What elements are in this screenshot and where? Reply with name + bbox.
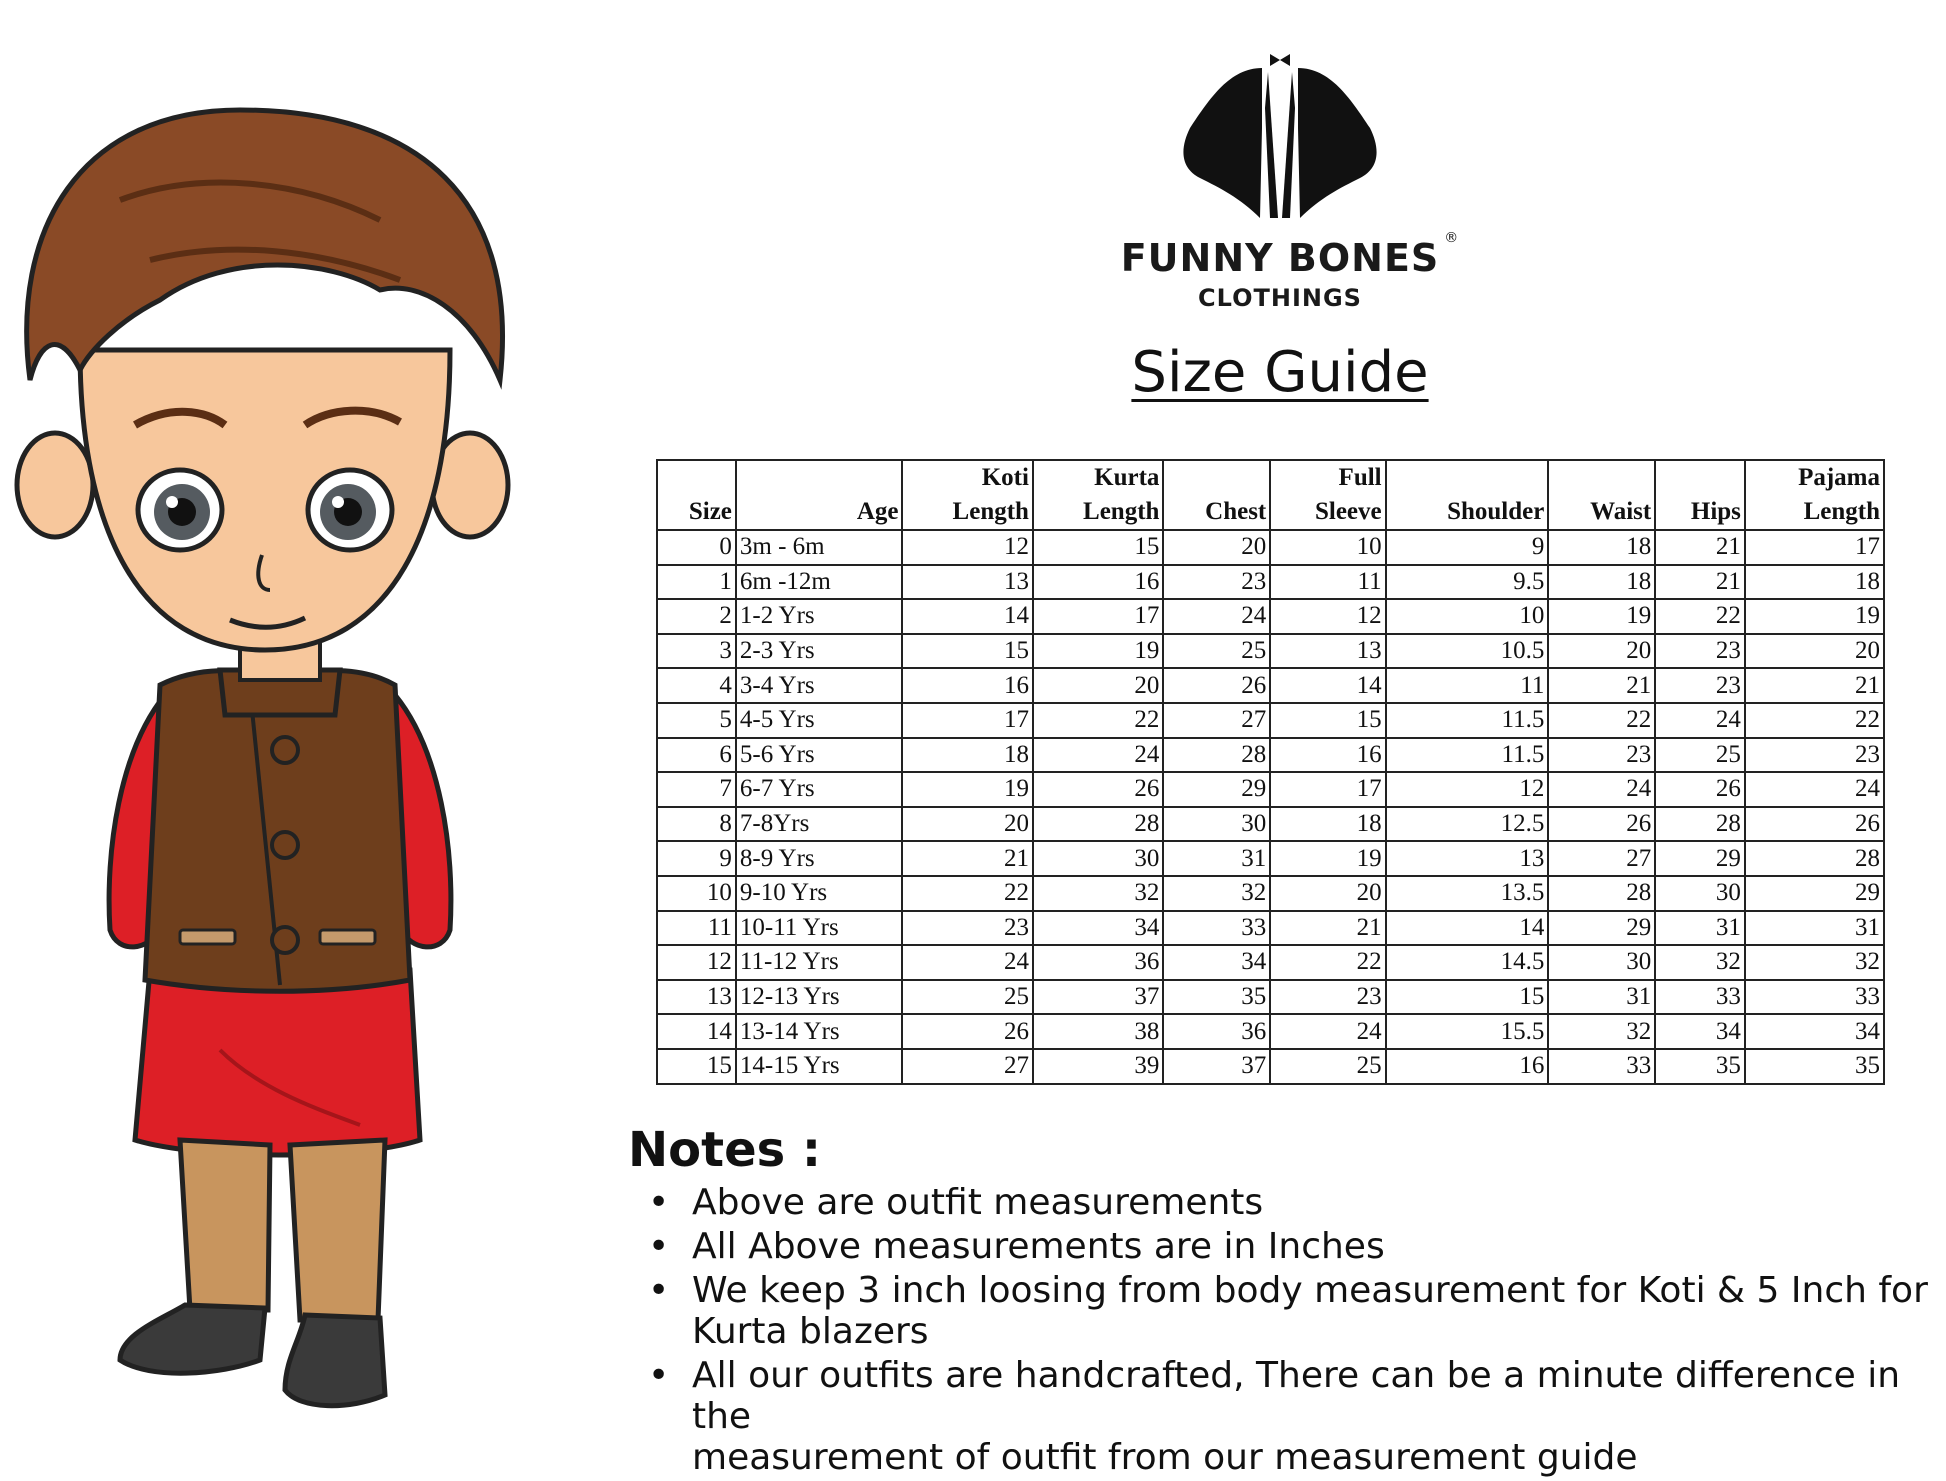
table-cell: 35 [1163,980,1270,1015]
table-cell: 0 [657,530,736,565]
table-cell: 13 [1270,634,1385,669]
table-cell: 31 [1548,980,1655,1015]
table-cell: 15 [1033,530,1163,565]
table-cell: 36 [1033,945,1163,980]
table-cell: 19 [1033,634,1163,669]
table-cell: 30 [1655,876,1745,911]
table-cell: 26 [902,1014,1032,1049]
column-header [1745,460,1884,530]
table-cell: 20 [902,807,1032,842]
table-cell: 27 [1548,841,1655,876]
table-row [657,634,1884,669]
table-row [657,599,1884,634]
table-cell: 24 [1655,703,1745,738]
table-cell: 11-12 Yrs [736,945,903,980]
table-cell: 13 [902,565,1032,600]
table-cell: 26 [1655,772,1745,807]
table-cell: 13.5 [1386,876,1549,911]
table-cell: 11.5 [1386,703,1549,738]
table-cell: 30 [1548,945,1655,980]
table-row [657,738,1884,773]
table-cell: 9.5 [1386,565,1549,600]
table-cell: 26 [1548,807,1655,842]
table-cell: 12.5 [1386,807,1549,842]
table-cell: 37 [1163,1049,1270,1084]
table-cell: 4-5 Yrs [736,703,903,738]
table-cell: 1-2 Yrs [736,599,903,634]
table-cell: 15 [1270,703,1385,738]
table-cell: 12 [902,530,1032,565]
table-cell: 26 [1163,668,1270,703]
table-cell: 20 [1745,634,1884,669]
column-header-line: Kurta [1094,464,1160,491]
table-cell: 26 [1745,807,1884,842]
column-header-line: Length [952,498,1029,525]
table-cell: 11 [1386,668,1549,703]
table-cell: 22 [1548,703,1655,738]
table-cell: 24 [902,945,1032,980]
table-cell: 34 [1163,945,1270,980]
table-cell: 13 [657,980,736,1015]
column-header-line: Length [1803,498,1880,525]
table-cell: 20 [1270,876,1385,911]
table-cell: 23 [1655,634,1745,669]
table-cell: 15 [1386,980,1549,1015]
table-row [657,565,1884,600]
table-cell: 21 [1270,911,1385,946]
table-row [657,772,1884,807]
table-cell: 8 [657,807,736,842]
table-cell: 29 [1163,772,1270,807]
table-cell: 12 [657,945,736,980]
column-header-line: Age [856,498,899,525]
registered-mark: ® [1444,230,1460,246]
table-row [657,911,1884,946]
table-cell: 28 [1163,738,1270,773]
table-cell: 14 [1270,668,1385,703]
table-cell: 9 [1386,530,1549,565]
table-cell: 25 [1163,634,1270,669]
table-cell: 21 [902,841,1032,876]
table-cell: 27 [902,1049,1032,1084]
column-header-line: Shoulder [1447,498,1545,525]
column-header [1386,460,1549,530]
table-cell: 8-9 Yrs [736,841,903,876]
table-cell: 29 [1655,841,1745,876]
table-cell: 10 [1386,599,1549,634]
table-cell: 23 [1163,565,1270,600]
bullet-icon: • [648,1226,670,1267]
table-cell: 21 [1548,668,1655,703]
table-cell: 31 [1745,911,1884,946]
table-cell: 11 [657,911,736,946]
table-cell: 14-15 Yrs [736,1049,903,1084]
table-row [657,703,1884,738]
note-item [640,1226,1940,1267]
table-cell: 19 [1548,599,1655,634]
table-cell: 2-3 Yrs [736,634,903,669]
notes-list [640,1182,1940,1481]
table-cell: 19 [902,772,1032,807]
table-cell: 9 [657,841,736,876]
table-cell: 21 [1745,668,1884,703]
table-cell: 3-4 Yrs [736,668,903,703]
table-cell: 24 [1033,738,1163,773]
note-text: We keep 3 inch loosing from body measurement for Koti & 5 Inch for Kurta blazers [692,1270,1928,1352]
table-cell: 14 [1386,911,1549,946]
table-cell: 10-11 Yrs [736,911,903,946]
table-cell: 10 [657,876,736,911]
table-row [657,876,1884,911]
table-cell: 6 [657,738,736,773]
table-cell: 29 [1745,876,1884,911]
column-header-line: Full [1338,464,1382,491]
table-cell: 17 [902,703,1032,738]
table-cell: 14 [902,599,1032,634]
table-cell: 24 [1745,772,1884,807]
table-cell: 18 [1548,565,1655,600]
table-cell: 23 [1745,738,1884,773]
column-header [1033,460,1163,530]
table-cell: 16 [1270,738,1385,773]
table-cell: 23 [1655,668,1745,703]
table-cell: 30 [1163,807,1270,842]
table-cell: 17 [1270,772,1385,807]
size-table-body [657,530,1884,1084]
note-item [640,1270,1940,1352]
table-cell: 32 [1655,945,1745,980]
page-title: Size Guide [1131,340,1429,405]
table-cell: 28 [1033,807,1163,842]
table-cell: 31 [1163,841,1270,876]
table-cell: 22 [1270,945,1385,980]
column-header [1270,460,1385,530]
table-cell: 21 [1655,565,1745,600]
column-header [902,460,1032,530]
table-cell: 32 [1548,1014,1655,1049]
table-cell: 18 [1745,565,1884,600]
table-cell: 14 [657,1014,736,1049]
table-cell: 24 [1548,772,1655,807]
size-table-header-row [657,460,1884,530]
table-cell: 13-14 Yrs [736,1014,903,1049]
table-cell: 23 [1270,980,1385,1015]
table-cell: 23 [902,911,1032,946]
table-cell: 15.5 [1386,1014,1549,1049]
table-cell: 27 [1163,703,1270,738]
column-header [657,460,736,530]
table-cell: 25 [902,980,1032,1015]
size-table-head [657,460,1884,530]
brand-logo-icon [1170,48,1390,228]
bullet-icon: • [648,1355,670,1396]
table-cell: 10 [1270,530,1385,565]
table-cell: 38 [1033,1014,1163,1049]
table-cell: 17 [1033,599,1163,634]
table-cell: 6-7 Yrs [736,772,903,807]
column-header-line: Chest [1205,498,1267,525]
table-cell: 16 [1033,565,1163,600]
table-cell: 22 [1745,703,1884,738]
table-cell: 34 [1745,1014,1884,1049]
note-text: All our outfits are handcrafted, There can be a minute difference in the measurement of outfit from our measurement guide [692,1355,1901,1478]
table-cell: 32 [1033,876,1163,911]
table-cell: 25 [1655,738,1745,773]
column-header-line: Sleeve [1314,498,1382,525]
table-cell: 33 [1745,980,1884,1015]
table-cell: 36 [1163,1014,1270,1049]
table-cell: 13 [1386,841,1549,876]
table-cell: 33 [1655,980,1745,1015]
table-cell: 33 [1548,1049,1655,1084]
boy-illustration [0,50,560,1430]
table-cell: 7 [657,772,736,807]
note-text: Above are outfit measurements [692,1182,1264,1223]
note-text: All Above measurements are in Inches [692,1226,1385,1267]
table-cell: 20 [1548,634,1655,669]
table-cell: 19 [1270,841,1385,876]
table-cell: 34 [1033,911,1163,946]
table-cell: 9-10 Yrs [736,876,903,911]
column-header [1655,460,1745,530]
table-cell: 16 [1386,1049,1549,1084]
table-cell: 19 [1745,599,1884,634]
size-table [656,459,1885,1085]
table-cell: 29 [1548,911,1655,946]
table-cell: 22 [902,876,1032,911]
column-header [1548,460,1655,530]
table-cell: 18 [1548,530,1655,565]
column-header-line: Koti [981,464,1029,491]
table-cell: 5-6 Yrs [736,738,903,773]
table-row [657,945,1884,980]
column-header-line: Size [688,498,732,525]
table-row [657,1049,1884,1084]
table-cell: 25 [1270,1049,1385,1084]
table-cell: 12 [1386,772,1549,807]
column-header-line: Hips [1690,498,1741,525]
column-header [1163,460,1270,530]
table-cell: 30 [1033,841,1163,876]
table-cell: 16 [902,668,1032,703]
table-cell: 3m - 6m [736,530,903,565]
bullet-icon: • [648,1270,670,1311]
table-row [657,530,1884,565]
table-cell: 1 [657,565,736,600]
table-cell: 26 [1033,772,1163,807]
table-cell: 12 [1270,599,1385,634]
table-cell: 4 [657,668,736,703]
table-row [657,1014,1884,1049]
brand-name: FUNNY BONES ® [1120,230,1460,280]
table-cell: 22 [1655,599,1745,634]
column-header [736,460,903,530]
table-cell: 10.5 [1386,634,1549,669]
bullet-icon: • [648,1182,670,1223]
table-cell: 37 [1033,980,1163,1015]
table-cell: 11 [1270,565,1385,600]
table-cell: 31 [1655,911,1745,946]
table-cell: 22 [1033,703,1163,738]
table-row [657,668,1884,703]
note-item [640,1182,1940,1223]
table-cell: 20 [1163,530,1270,565]
table-cell: 12-13 Yrs [736,980,903,1015]
table-cell: 18 [1270,807,1385,842]
table-cell: 33 [1163,911,1270,946]
table-cell: 7-8Yrs [736,807,903,842]
table-cell: 28 [1548,876,1655,911]
brand-block [1100,230,1460,312]
table-cell: 11.5 [1386,738,1549,773]
column-header-line: Length [1083,498,1160,525]
table-cell: 35 [1655,1049,1745,1084]
table-cell: 14.5 [1386,945,1549,980]
table-cell: 6m -12m [736,565,903,600]
table-cell: 32 [1745,945,1884,980]
column-header-line: Waist [1590,498,1652,525]
table-cell: 5 [657,703,736,738]
table-cell: 2 [657,599,736,634]
table-cell: 35 [1745,1049,1884,1084]
table-cell: 28 [1745,841,1884,876]
table-cell: 34 [1655,1014,1745,1049]
table-row [657,841,1884,876]
column-header-line: Pajama [1798,464,1880,491]
table-cell: 24 [1270,1014,1385,1049]
notes-title: Notes : [628,1122,822,1178]
table-cell: 3 [657,634,736,669]
table-row [657,807,1884,842]
table-cell: 20 [1033,668,1163,703]
brand-subtitle: CLOTHINGS [1198,284,1362,312]
table-cell: 32 [1163,876,1270,911]
table-cell: 28 [1655,807,1745,842]
table-cell: 23 [1548,738,1655,773]
table-cell: 18 [902,738,1032,773]
table-cell: 21 [1655,530,1745,565]
table-cell: 15 [657,1049,736,1084]
table-cell: 17 [1745,530,1884,565]
table-cell: 15 [902,634,1032,669]
table-row [657,980,1884,1015]
table-cell: 39 [1033,1049,1163,1084]
table-cell: 24 [1163,599,1270,634]
